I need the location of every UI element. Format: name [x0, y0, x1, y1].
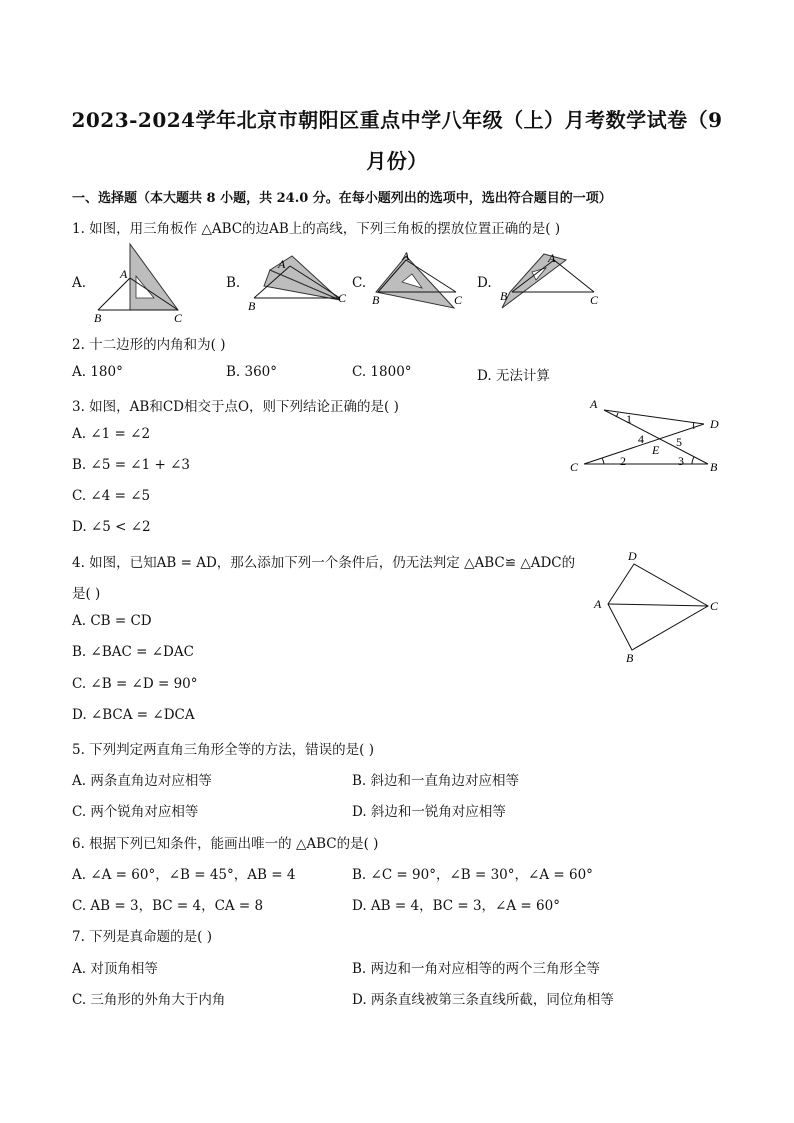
q1-figure-c — [370, 248, 470, 314]
exam-title-line2: 月份） — [366, 149, 428, 173]
q3-label-a: A — [590, 397, 598, 411]
q3-angle-2: 2 — [620, 454, 626, 468]
q6-option-b: B. ∠C = 90°，∠B = 30°，∠A = 60° — [352, 867, 593, 883]
q1-option-d: D. — [477, 275, 492, 291]
section-heading: 一、选择题（本大题共 8 小题，共 24.0 分。在每小题列出的选项中，选出符合题目的一项） — [72, 191, 612, 206]
q4-label-b: B — [626, 651, 634, 665]
q3-label-d: D — [710, 417, 719, 431]
q3-angle-1: 1 — [626, 412, 632, 426]
q3-angle-3: 3 — [678, 454, 684, 468]
q3-angle-5: 5 — [676, 435, 682, 449]
q5-stem: 5. 下列判定两直角三角形全等的方法，错误的是( ) — [72, 742, 374, 758]
q3-figure — [566, 392, 726, 478]
q6-stem: 6. 根据下列已知条件，能画出唯一的 △ABC的是( ) — [72, 836, 379, 852]
q5-option-d: D. 斜边和一锐角对应相等 — [352, 804, 506, 820]
q2-option-b: B. 360° — [226, 364, 278, 380]
q7-option-c: C. 三角形的外角大于内角 — [72, 992, 226, 1008]
q1-option-c: C. — [352, 275, 367, 291]
q1-option-b: B. — [226, 275, 241, 291]
q5-option-a: A. 两条直角边对应相等 — [72, 773, 212, 789]
q1d-label-b: B — [500, 289, 508, 303]
q1-option-a: A. — [72, 275, 87, 291]
q1b-label-a: A — [278, 257, 286, 271]
q4-option-d: D. ∠BCA = ∠DCA — [72, 707, 195, 723]
q1a-label-b: B — [94, 311, 102, 322]
q1-stem: 1. 如图，用三角板作 △ABC的边AB上的高线，下列三角板的摆放位置正确的是( ) — [72, 221, 561, 237]
q4-stem-line2: 是( ) — [72, 586, 101, 602]
q6-option-c: C. AB = 3，BC = 4，CA = 8 — [72, 898, 264, 914]
q3-option-b: B. ∠5 = ∠1 + ∠3 — [72, 457, 190, 473]
exam-title-line1: 2023-2024学年北京市朝阳区重点中学八年级（上）月考数学试卷（9 — [71, 108, 723, 132]
q7-stem: 7. 下列是真命题的是( ) — [72, 929, 212, 945]
q2-stem: 2. 十二边形的内角和为( ) — [72, 337, 226, 353]
q1-figure-a — [88, 240, 194, 322]
q2-option-d: D. 无法计算 — [477, 368, 550, 384]
q1a-label-c: C — [174, 311, 183, 322]
q7-option-b: B. 两边和一角对应相等的两个三角形全等 — [352, 961, 601, 977]
q4-option-a: A. CB = CD — [72, 613, 152, 629]
q4-stem-line1: 4. 如图，已知AB = AD，那么添加下列一个条件后，仍无法判定 △ABC≌ △ADC的 — [72, 555, 576, 571]
q3-option-c: C. ∠4 = ∠5 — [72, 488, 151, 504]
q1c-label-c: C — [454, 293, 463, 307]
q3-label-b: B — [710, 460, 718, 474]
q1a-label-a: A — [120, 267, 128, 281]
q6-option-d: D. AB = 4，BC = 3，∠A = 60° — [352, 898, 560, 914]
q5-option-c: C. 两个锐角对应相等 — [72, 804, 199, 820]
q3-stem: 3. 如图，AB和CD相交于点O，则下列结论正确的是( ) — [72, 399, 399, 415]
q7-option-a: A. 对顶角相等 — [72, 961, 158, 977]
q4-option-c: C. ∠B = ∠D = 90° — [72, 676, 198, 692]
q4-option-b: B. ∠BAC = ∠DAC — [72, 644, 194, 660]
q1c-label-b: B — [372, 293, 380, 307]
q1b-label-b: B — [248, 299, 256, 313]
q2-option-c: C. 1800° — [352, 364, 412, 380]
q3-label-e: E — [652, 443, 660, 457]
q1d-label-a: A — [548, 251, 556, 265]
q1c-label-a: A — [402, 249, 410, 263]
q4-label-d: D — [628, 549, 637, 563]
q1-figure-b — [244, 248, 356, 314]
q1d-label-c: C — [590, 293, 599, 307]
q1b-label-c: C — [338, 291, 347, 305]
q3-label-c: C — [570, 460, 579, 474]
q1-figure-d — [496, 248, 606, 314]
q4-label-a: A — [594, 597, 602, 611]
q5-option-b: B. 斜边和一直角边对应相等 — [352, 773, 520, 789]
q3-option-d: D. ∠5 < ∠2 — [72, 519, 151, 535]
q3-angle-4: 4 — [638, 432, 644, 446]
q2-option-a: A. 180° — [72, 364, 123, 380]
q3-option-a: A. ∠1 = ∠2 — [72, 426, 151, 442]
q4-label-c: C — [710, 599, 719, 613]
q6-option-a: A. ∠A = 60°，∠B = 45°，AB = 4 — [72, 867, 296, 883]
q4-figure — [588, 546, 728, 668]
q7-option-d: D. 两条直线被第三条直线所截，同位角相等 — [352, 992, 614, 1008]
